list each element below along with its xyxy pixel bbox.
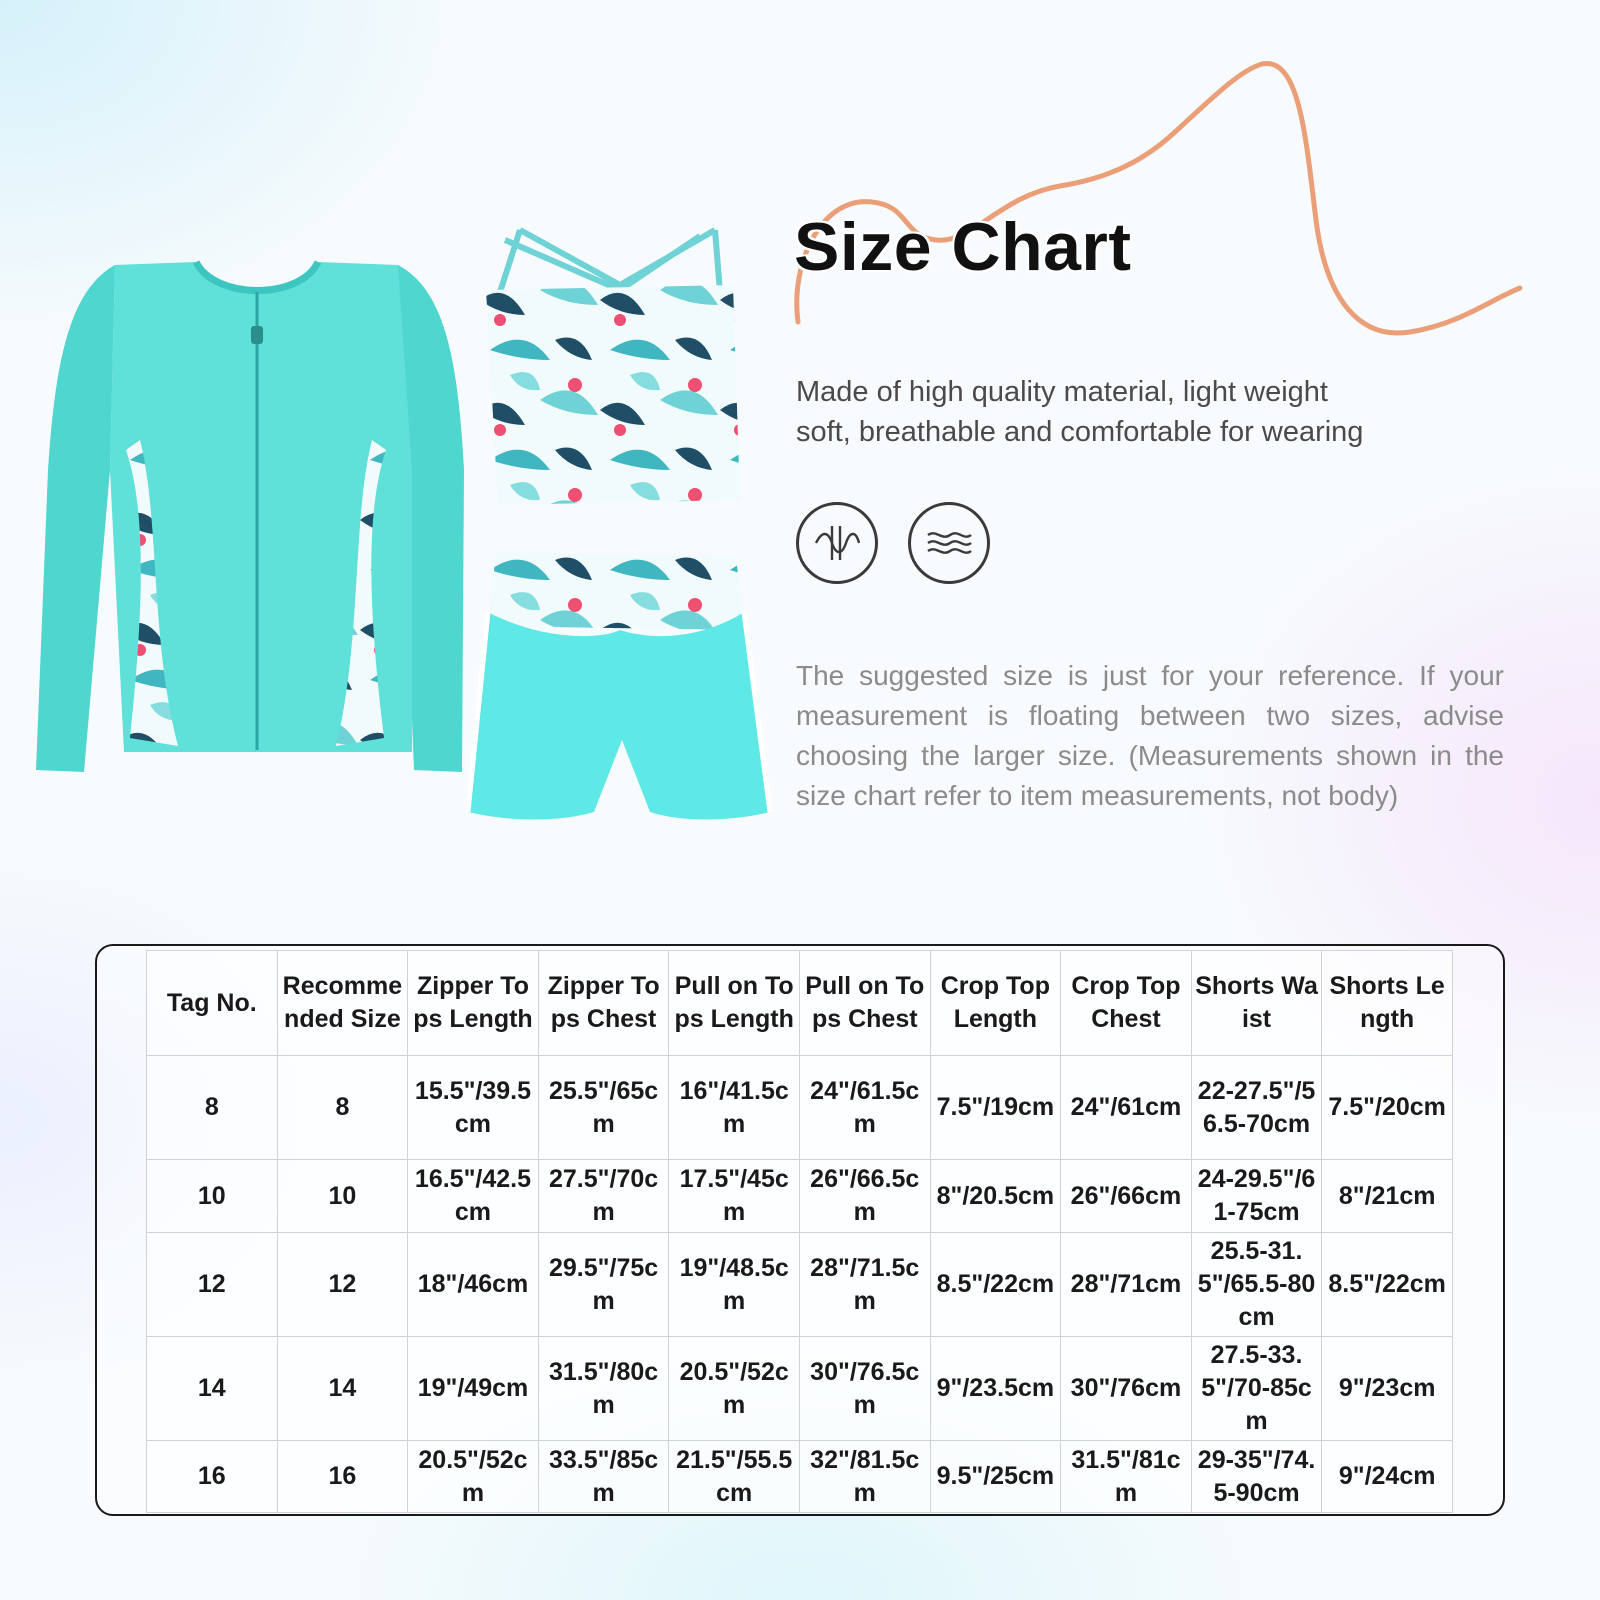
table-cell: 8"/21cm xyxy=(1322,1160,1453,1233)
table-cell: 25.5-31.5"/65.5-80cm xyxy=(1191,1233,1322,1337)
intro-line: Made of high quality material, light weight xyxy=(796,376,1328,408)
table-cell: 12 xyxy=(147,1233,278,1337)
table-cell: 24"/61cm xyxy=(1061,1056,1192,1160)
table-cell: 14 xyxy=(147,1337,278,1441)
table-cell: 16 xyxy=(147,1441,278,1513)
table-cell: 7.5"/19cm xyxy=(930,1056,1061,1160)
table-cell: 21.5"/55.5cm xyxy=(669,1441,800,1513)
table-cell: 9"/23cm xyxy=(1322,1337,1453,1441)
table-cell: 33.5"/85cm xyxy=(538,1441,669,1513)
table-header-row xyxy=(147,951,1453,1056)
table-cell: 8 xyxy=(277,1056,408,1160)
table-cell: 29-35"/74.5-90cm xyxy=(1191,1441,1322,1513)
table-cell: 16.5"/42.5cm xyxy=(408,1160,539,1233)
crop-top-image xyxy=(486,230,740,505)
feature-icons xyxy=(796,502,990,584)
column-header: Shorts Length xyxy=(1322,951,1453,1056)
soft-wave-icon xyxy=(908,502,990,584)
table-cell: 10 xyxy=(147,1160,278,1233)
table-cell: 8.5"/22cm xyxy=(930,1233,1061,1337)
table-cell: 24"/61.5cm xyxy=(799,1056,930,1160)
table-cell: 7.5"/20cm xyxy=(1322,1056,1453,1160)
table-cell: 24-29.5"/61-75cm xyxy=(1191,1160,1322,1233)
table-row xyxy=(147,1337,1453,1441)
table-row xyxy=(147,1160,1453,1233)
page-title: Size Chart xyxy=(794,209,1132,285)
column-header: Shorts Waist xyxy=(1191,951,1322,1056)
size-note: The suggested size is just for your reference. If your measurement is floating between two sizes, advise choosing the larger size. (Measurements shown in the size chart refer to item measurements, not body) xyxy=(796,660,1504,811)
table-cell: 8.5"/22cm xyxy=(1322,1233,1453,1337)
table-cell: 19"/48.5cm xyxy=(669,1233,800,1337)
table-cell: 31.5"/80cm xyxy=(538,1337,669,1441)
table-row xyxy=(147,1441,1453,1513)
table-cell: 26"/66cm xyxy=(1061,1160,1192,1233)
column-header: Crop Top Chest xyxy=(1061,951,1192,1056)
table-cell: 32"/81.5cm xyxy=(799,1441,930,1513)
product-illustration xyxy=(0,0,790,850)
table-cell: 27.5"/70cm xyxy=(538,1160,669,1233)
table-cell: 29.5"/75cm xyxy=(538,1233,669,1337)
table-cell: 18"/46cm xyxy=(408,1233,539,1337)
table-cell: 30"/76.5cm xyxy=(799,1337,930,1441)
table-cell: 25.5"/65cm xyxy=(538,1056,669,1160)
table-cell: 16 xyxy=(277,1441,408,1513)
table-cell: 16"/41.5cm xyxy=(669,1056,800,1160)
table-cell: 8 xyxy=(147,1056,278,1160)
table-row xyxy=(147,1233,1453,1337)
table-cell: 15.5"/39.5cm xyxy=(408,1056,539,1160)
table-cell: 12 xyxy=(277,1233,408,1337)
table-cell: 8"/20.5cm xyxy=(930,1160,1061,1233)
table-cell: 30"/76cm xyxy=(1061,1337,1192,1441)
table-cell: 20.5"/52cm xyxy=(408,1441,539,1513)
table-cell: 27.5-33.5"/70-85cm xyxy=(1191,1337,1322,1441)
size-table xyxy=(146,950,1453,1513)
table-cell: 20.5"/52cm xyxy=(669,1337,800,1441)
table-cell: 9"/23.5cm xyxy=(930,1337,1061,1441)
zipper-jacket-image xyxy=(36,262,464,772)
table-cell: 28"/71.5cm xyxy=(799,1233,930,1337)
table-cell: 31.5"/81cm xyxy=(1061,1441,1192,1513)
column-header: Tag No. xyxy=(147,951,278,1056)
table-cell: 17.5"/45cm xyxy=(669,1160,800,1233)
column-header: Pull on Tops Chest xyxy=(799,951,930,1056)
table-row xyxy=(147,1056,1453,1160)
table-cell: 10 xyxy=(277,1160,408,1233)
table-cell: 14 xyxy=(277,1337,408,1441)
table-cell: 19"/49cm xyxy=(408,1337,539,1441)
table-cell: 26"/66.5cm xyxy=(799,1160,930,1233)
intro-line: soft, breathable and comfortable for wearing xyxy=(796,416,1364,448)
table-cell: 22-27.5"/56.5-70cm xyxy=(1191,1056,1322,1160)
column-header: Zipper Tops Chest xyxy=(538,951,669,1056)
breathable-fabric-icon xyxy=(796,502,878,584)
intro-text xyxy=(796,372,1436,452)
table-cell: 9.5"/25cm xyxy=(930,1441,1061,1513)
column-header: Recommended Size xyxy=(277,951,408,1056)
shorts-image xyxy=(468,552,770,820)
column-header: Crop Top Length xyxy=(930,951,1061,1056)
table-cell: 28"/71cm xyxy=(1061,1233,1192,1337)
column-header: Zipper Tops Length xyxy=(408,951,539,1056)
column-header: Pull on Tops Length xyxy=(669,951,800,1056)
table-cell: 9"/24cm xyxy=(1322,1441,1453,1513)
